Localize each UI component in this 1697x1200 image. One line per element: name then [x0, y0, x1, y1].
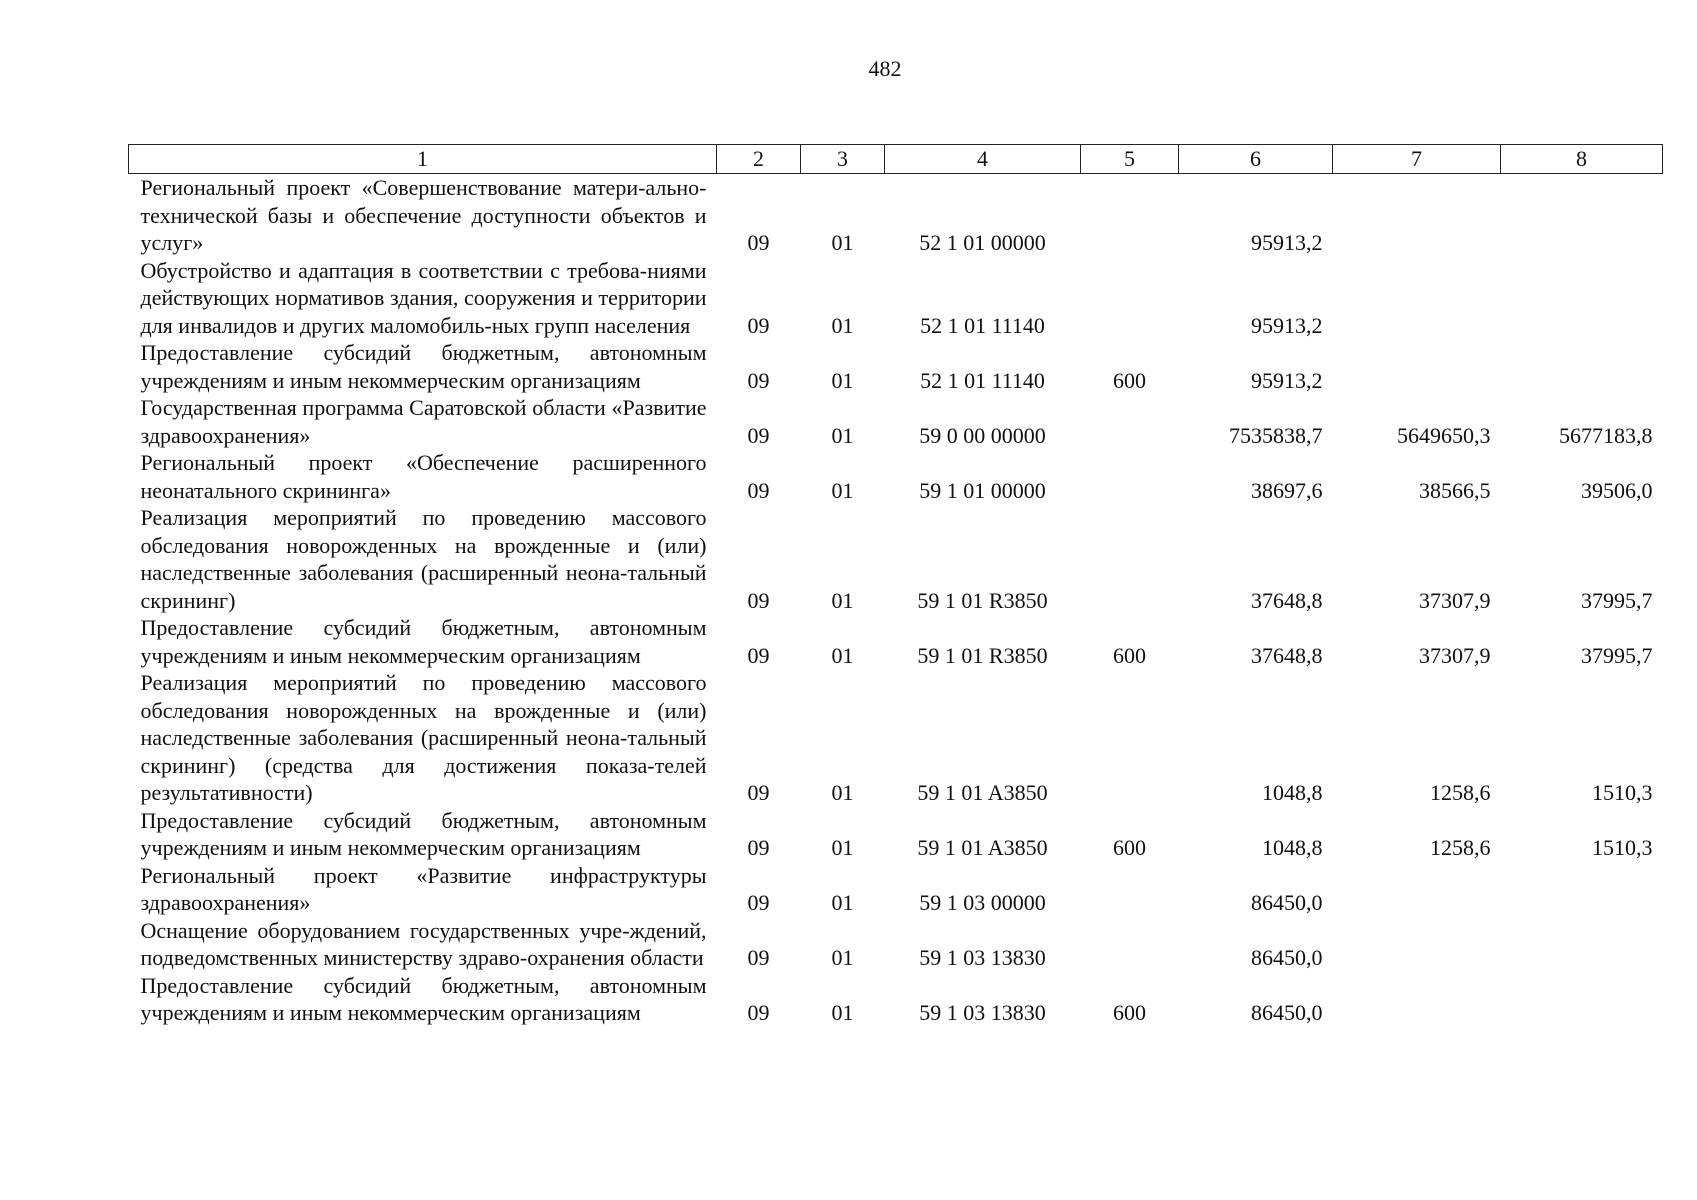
row-target-article: 59 1 01 00000	[919, 477, 1046, 503]
row-target-article: 52 1 01 11140	[920, 367, 1045, 393]
row-description: Предоставление субсидий бюджетным, автономным учреждениям и иным некоммерческим организациям	[140, 340, 707, 393]
row-amount-col8: 37995,7	[1581, 642, 1653, 668]
column-header: 7	[1333, 145, 1501, 174]
table-row	[129, 257, 1663, 340]
row-section: 09	[747, 835, 770, 860]
row-amount-col8	[1501, 972, 1663, 1027]
row-section: 09	[747, 1000, 770, 1025]
row-target-article: 59 1 03 13830	[919, 1000, 1046, 1025]
row-description: Обустройство и адаптация в соответствии с требова-ниями действующих нормативов здания, сооружения и территории для инвалидов и других маломобиль-ных групп населения	[140, 257, 707, 338]
row-amount-col8	[1501, 339, 1663, 394]
row-target-article: 59 1 01 R3850	[917, 642, 1048, 668]
table-row	[129, 449, 1663, 504]
row-amount-col8: 37995,7	[1581, 587, 1653, 613]
row-section: 09	[747, 642, 770, 668]
column-header: 2	[717, 145, 801, 174]
row-amount-col6: 7535838,7	[1229, 422, 1323, 448]
row-description: Реализация мероприятий по проведению массового обследования новорожденных на врожденные и (или) наследственные заболевания (расширенный неона-тальный скрининг) (средства для достижения показа-телей результативности)	[140, 670, 707, 805]
row-subsection: 01	[831, 642, 854, 668]
row-amount-col7	[1333, 174, 1501, 257]
row-amount-col6: 37648,8	[1251, 587, 1323, 613]
table-row	[129, 917, 1663, 972]
row-amount-col8: 1510,3	[1592, 780, 1653, 805]
row-subsection: 01	[831, 367, 854, 393]
table-row	[129, 669, 1663, 807]
row-amount-col7: 37307,9	[1419, 642, 1491, 668]
row-expense-type: 600	[1113, 1000, 1146, 1025]
row-expense-type	[1081, 174, 1179, 257]
table-row	[129, 614, 1663, 669]
column-header: 8	[1501, 145, 1663, 174]
row-amount-col6: 95913,2	[1251, 230, 1323, 255]
row-section: 09	[747, 945, 770, 970]
row-subsection: 01	[831, 312, 854, 338]
row-amount-col8: 1510,3	[1592, 835, 1653, 860]
page-number: 482	[868, 56, 902, 81]
row-target-article: 59 1 01 A3850	[917, 780, 1048, 805]
row-subsection: 01	[831, 945, 854, 970]
row-target-article: 59 1 03 00000	[919, 890, 1046, 915]
row-amount-col7: 1258,6	[1430, 835, 1491, 860]
row-section: 09	[747, 230, 770, 255]
row-subsection: 01	[831, 477, 854, 503]
row-subsection: 01	[831, 835, 854, 860]
row-description: Предоставление субсидий бюджетным, автономным учреждениям и иным некоммерческим организациям	[140, 972, 707, 1025]
table-row	[129, 862, 1663, 917]
row-section: 09	[747, 890, 770, 915]
row-expense-type	[1081, 862, 1179, 917]
row-section: 09	[747, 312, 770, 338]
row-amount-col6: 86450,0	[1251, 945, 1323, 970]
row-amount-col8	[1501, 862, 1663, 917]
row-amount-col8: 39506,0	[1581, 477, 1653, 503]
row-amount-col8	[1501, 174, 1663, 257]
row-target-article: 59 1 01 R3850	[917, 587, 1048, 613]
row-amount-col7	[1333, 257, 1501, 340]
row-amount-col8	[1501, 917, 1663, 972]
row-expense-type	[1081, 449, 1179, 504]
budget-table	[128, 144, 1663, 1027]
row-description: Предоставление субсидий бюджетным, автономным учреждениям и иным некоммерческим организациям	[140, 807, 707, 860]
row-description: Региональный проект «Развитие инфраструктуры здравоохранения»	[140, 862, 707, 915]
row-description: Региональный проект «Обеспечение расширенного неонатального скрининга»	[140, 450, 707, 503]
row-target-article: 52 1 01 00000	[919, 230, 1046, 255]
row-amount-col8	[1501, 257, 1663, 340]
column-header: 5	[1081, 145, 1179, 174]
table-row	[129, 504, 1663, 614]
row-expense-type: 600	[1113, 642, 1146, 668]
row-amount-col7: 37307,9	[1419, 587, 1491, 613]
row-amount-col6: 95913,2	[1251, 312, 1323, 338]
column-header: 4	[885, 145, 1081, 174]
row-expense-type: 600	[1113, 367, 1146, 393]
row-target-article: 59 1 03 13830	[919, 945, 1046, 970]
row-expense-type: 600	[1113, 835, 1146, 860]
row-description: Реализация мероприятий по проведению массового обследования новорожденных на врожденные и (или) наследственные заболевания (расширенный неона-тальный скрининг)	[140, 505, 707, 613]
row-subsection: 01	[831, 780, 854, 805]
row-amount-col7: 38566,5	[1419, 477, 1491, 503]
row-description: Региональный проект «Совершенствование матери-ально-технической базы и обеспечение доступности объектов и услуг»	[140, 175, 707, 255]
table-row	[129, 972, 1663, 1027]
row-amount-col7: 1258,6	[1430, 780, 1491, 805]
row-description: Оснащение оборудованием государственных учре-ждений, подведомственных министерству здраво-охранения области	[140, 917, 707, 970]
column-header: 6	[1179, 145, 1333, 174]
row-amount-col6: 37648,8	[1251, 642, 1323, 668]
row-subsection: 01	[831, 890, 854, 915]
row-subsection: 01	[831, 1000, 854, 1025]
row-expense-type	[1081, 504, 1179, 614]
row-amount-col7	[1333, 339, 1501, 394]
row-section: 09	[747, 422, 770, 448]
row-subsection: 01	[831, 587, 854, 613]
row-description: Предоставление субсидий бюджетным, автономным учреждениям и иным некоммерческим организациям	[140, 615, 707, 668]
row-section: 09	[747, 367, 770, 393]
row-description: Государственная программа Саратовской области «Развитие здравоохранения»	[140, 395, 707, 448]
row-amount-col6: 86450,0	[1251, 890, 1323, 915]
column-header: 1	[129, 145, 717, 174]
table-row	[129, 339, 1663, 394]
table-row	[129, 807, 1663, 862]
row-expense-type	[1081, 669, 1179, 807]
row-expense-type	[1081, 257, 1179, 340]
table-header-row	[129, 145, 1663, 174]
row-amount-col7: 5649650,3	[1397, 422, 1491, 448]
row-amount-col7	[1333, 862, 1501, 917]
row-target-article: 52 1 01 11140	[920, 312, 1045, 338]
row-amount-col6: 1048,8	[1262, 780, 1323, 805]
table-row	[129, 394, 1663, 449]
row-target-article: 59 1 01 A3850	[917, 835, 1048, 860]
column-header: 3	[801, 145, 885, 174]
row-expense-type	[1081, 394, 1179, 449]
row-amount-col6: 86450,0	[1251, 1000, 1323, 1025]
table-row	[129, 174, 1663, 257]
row-subsection: 01	[831, 422, 854, 448]
row-amount-col6: 1048,8	[1262, 835, 1323, 860]
row-section: 09	[747, 780, 770, 805]
row-amount-col8: 5677183,8	[1559, 422, 1653, 448]
row-amount-col7	[1333, 972, 1501, 1027]
row-section: 09	[747, 477, 770, 503]
row-amount-col6: 95913,2	[1251, 367, 1323, 393]
row-expense-type	[1081, 917, 1179, 972]
row-amount-col7	[1333, 917, 1501, 972]
row-subsection: 01	[831, 230, 854, 255]
row-amount-col6: 38697,6	[1251, 477, 1323, 503]
row-target-article: 59 0 00 00000	[919, 422, 1046, 448]
row-section: 09	[747, 587, 770, 613]
